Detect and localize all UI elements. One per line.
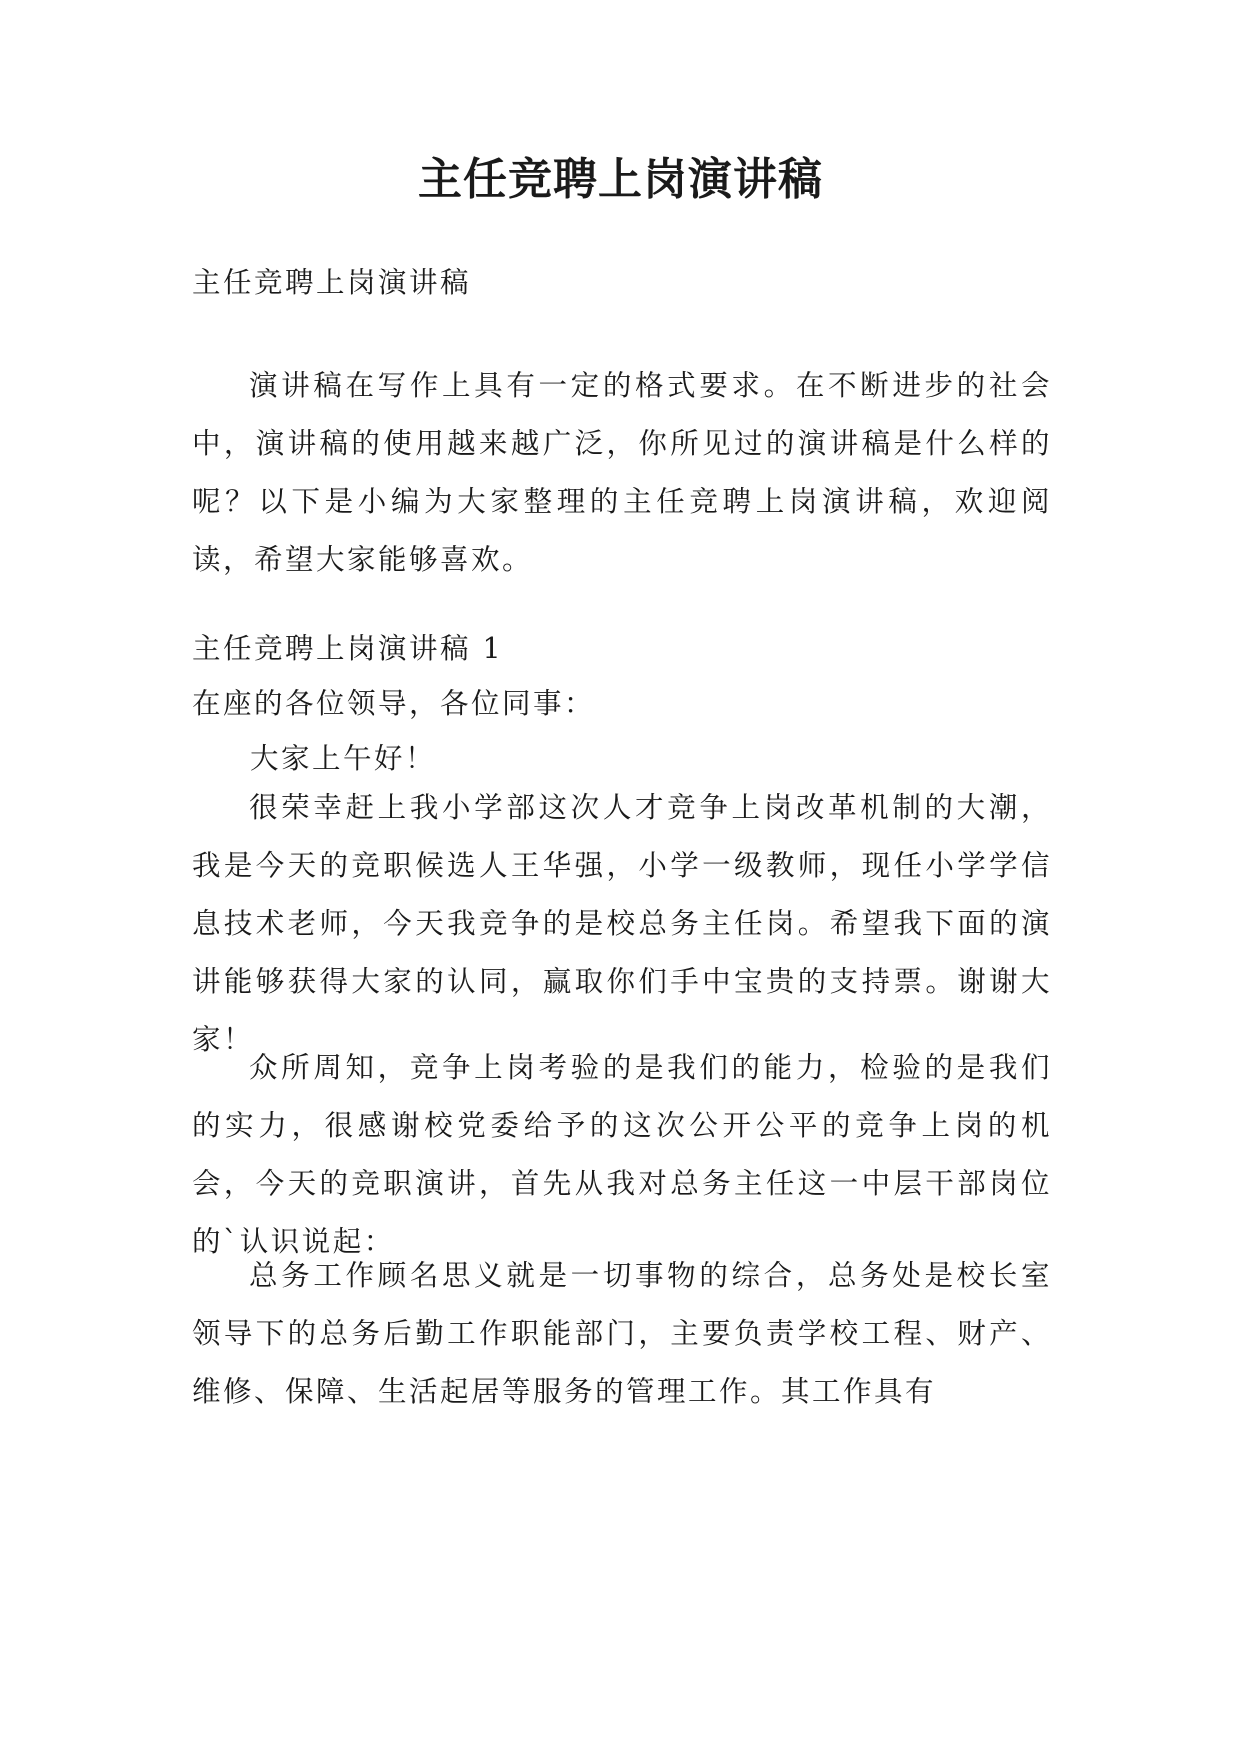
body-paragraph-1: 很荣幸赶上我小学部这次人才竞争上岗改革机制的大潮，我是今天的竞职候选人王华强，小学一级教师，现任小学学信息技术老师，今天我竞争的是校总务主任岗。希望我下面的演讲能够获得大家的认同，赢取你们手中宝贵的支持票。谢谢大家！	[192, 791, 1052, 1056]
body-paragraph-2: 众所周知，竞争上岗考验的是我们的能力，检验的是我们的实力，很感谢校党委给予的这次公开公平的竞争上岗的机会，今天的竞职演讲，首先从我对总务主任这一中层干部岗位的`认识说起：	[192, 1051, 1052, 1258]
document-subtitle: 主任竞聘上岗演讲稿	[192, 266, 472, 299]
body-paragraph-3: 总务工作顾名思义就是一切事物的综合，总务处是校长室领导下的总务后勤工作职能部门，主要负责学校工程、财产、维修、保障、生活起居等服务的管理工作。其工作具有	[192, 1259, 1052, 1408]
intro-paragraph: 演讲稿在写作上具有一定的格式要求。在不断进步的社会中，演讲稿的使用越来越广泛，你所见过的演讲稿是什么样的呢？以下是小编为大家整理的主任竞聘上岗演讲稿，欢迎阅读，希望大家能够喜欢。	[192, 369, 1052, 576]
document-title: 主任竞聘上岗演讲稿	[418, 154, 823, 205]
salutation: 在座的各位领导，各位同事：	[192, 687, 596, 720]
greeting: 大家上午好！	[250, 742, 437, 775]
section-heading: 主任竞聘上岗演讲稿 1	[192, 632, 504, 665]
